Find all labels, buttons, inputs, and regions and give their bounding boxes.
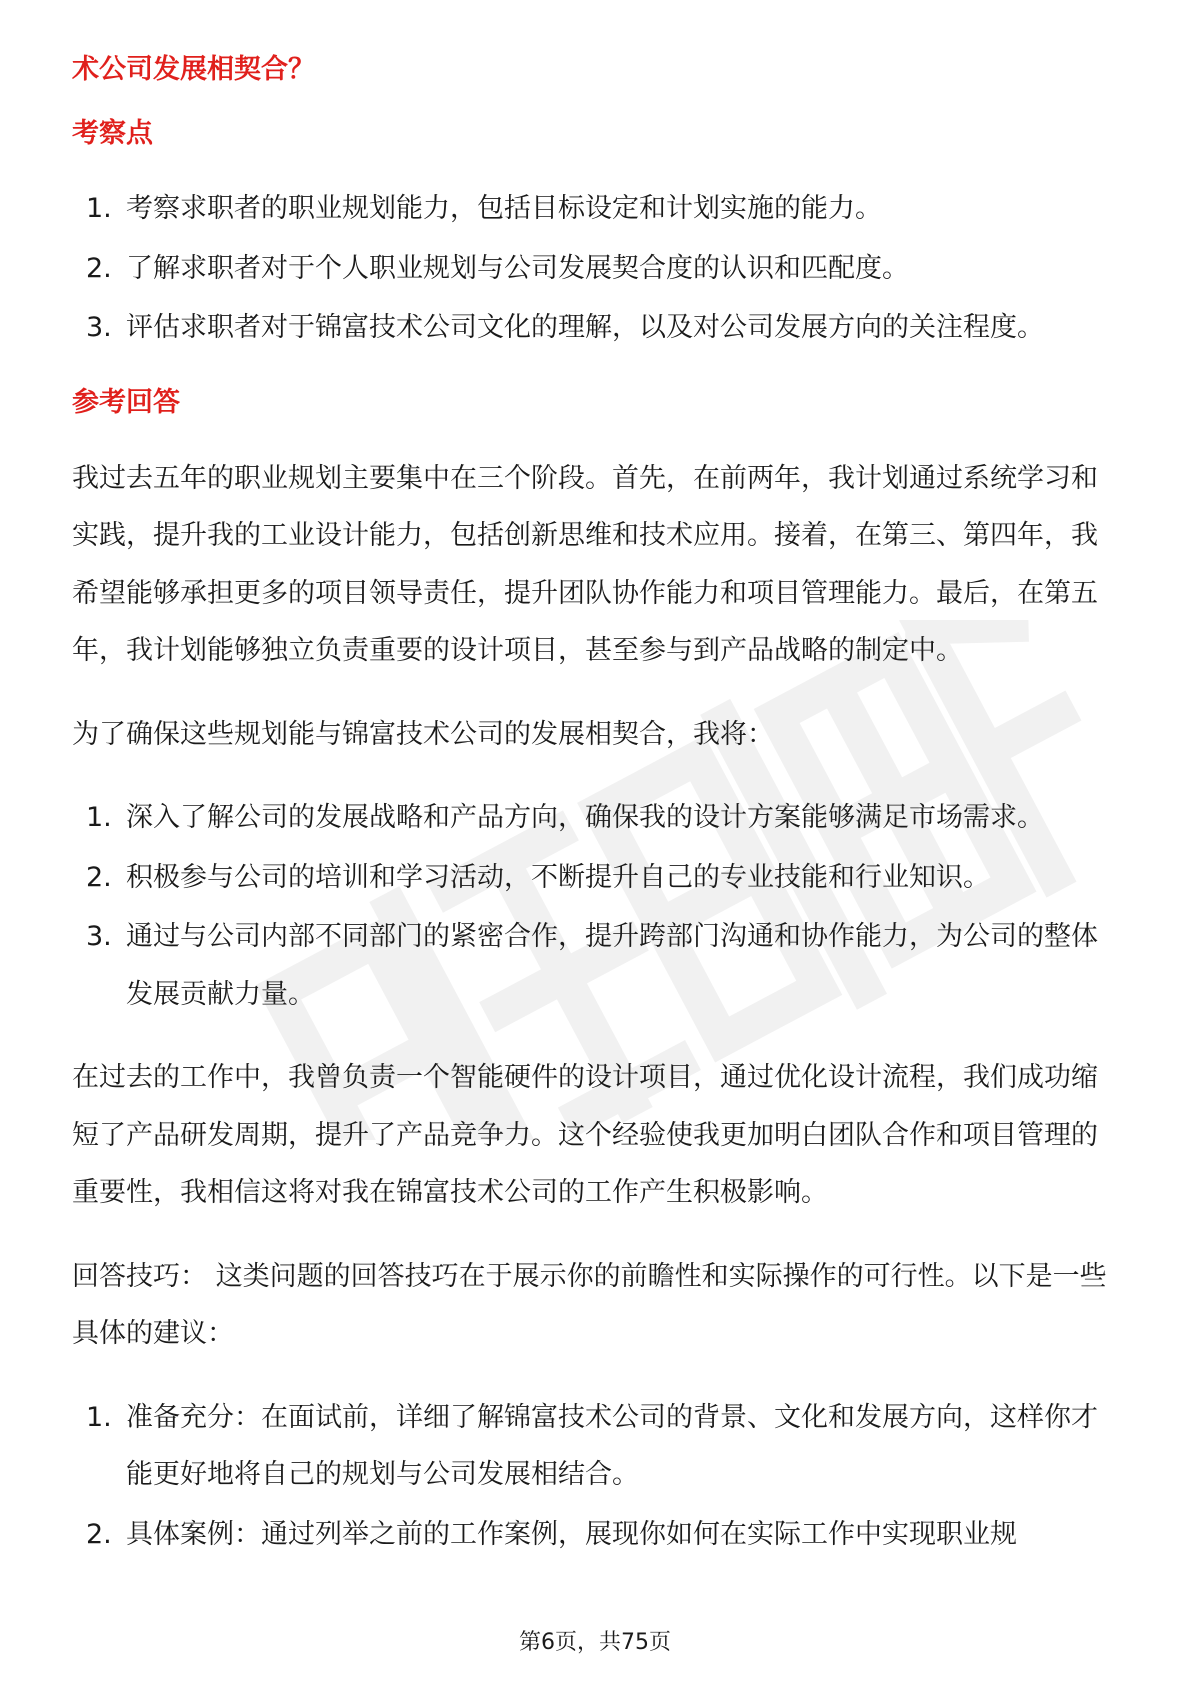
list-item	[72, 1506, 1117, 1564]
list-item-number: 1.	[86, 193, 112, 224]
list-item-text: 积极参与公司的培训和学习活动，不断提升自己的专业技能和行业知识。	[126, 861, 990, 893]
list-item-number: 2.	[86, 861, 112, 893]
list-item	[72, 1389, 1117, 1504]
list-item-number: 1.	[86, 1401, 112, 1433]
list-item	[72, 180, 1117, 238]
list-item-number: 3.	[86, 921, 112, 952]
plan-items-list	[72, 789, 1117, 1023]
list-item-number: 1.	[86, 802, 112, 833]
list-item-text: 准备充分：在面试前，详细了解锦富技术公司的背景、文化和发展方向，这样你才能更好地将自己的规划与公司发展相结合。	[126, 1401, 1098, 1490]
answer-paragraph-1: 我过去五年的职业规划主要集中在三个阶段。首先，在前两年，我计划通过系统学习和实践，提升我的工业设计能力，包括创新思维和技术应用。接着，在第三、第四年，我希望能够承担更多的项目领导责任，提升团队协作能力和项目管理能力。最后，在第五年，我计划能够独立负责重要的设计项目，甚至参与到产品战略的制定中。	[72, 462, 1098, 666]
answer-paragraph-2: 为了确保这些规划能与锦富技术公司的发展相契合，我将：	[72, 718, 774, 750]
list-item-text: 了解求职者对于个人职业规划与公司发展契合度的认识和匹配度。	[126, 252, 909, 284]
list-item-number: 2.	[86, 1518, 112, 1550]
question-title-continued: 术公司发展相契合？	[72, 54, 315, 85]
page-content	[72, 50, 1117, 1565]
list-item-text: 具体案例：通过列举之前的工作案例，展现你如何在实际工作中实现职业规	[126, 1518, 1017, 1550]
list-item-number: 2.	[86, 252, 112, 284]
page-number-footer: 第6页，共75页	[519, 1630, 671, 1655]
list-item-text: 通过与公司内部不同部门的紧密合作，提升跨部门沟通和协作能力，为公司的整体发展贡献力量。	[126, 921, 1098, 1010]
examine-points-list	[72, 180, 1117, 357]
list-item	[72, 908, 1117, 1023]
list-item	[72, 299, 1117, 357]
answer-tips-intro: 回答技巧： 这类问题的回答技巧在于展示你的前瞻性和实际操作的可行性。以下是一些具体的建议：	[72, 1260, 1107, 1349]
list-item	[72, 849, 1117, 907]
list-item	[72, 789, 1117, 847]
list-item-text: 考察求职者的职业规划能力，包括目标设定和计划实施的能力。	[126, 193, 882, 224]
list-item-text: 评估求职者对于锦富技术公司文化的理解，以及对公司发展方向的关注程度。	[126, 312, 1044, 343]
tips-list	[72, 1389, 1117, 1564]
section-heading-answer: 参考回答	[72, 386, 180, 418]
list-item-text: 深入了解公司的发展战略和产品方向，确保我的设计方案能够满足市场需求。	[126, 802, 1044, 833]
list-item-number: 3.	[86, 312, 112, 343]
section-heading-examine: 考察点	[72, 118, 153, 149]
list-item	[72, 240, 1117, 298]
answer-paragraph-3: 在过去的工作中，我曾负责一个智能硬件的设计项目，通过优化设计流程，我们成功缩短了产品研发周期，提升了产品竞争力。这个经验使我更加明白团队合作和项目管理的重要性，我相信这将对我在锦富技术公司的工作产生积极影响。	[72, 1062, 1098, 1208]
